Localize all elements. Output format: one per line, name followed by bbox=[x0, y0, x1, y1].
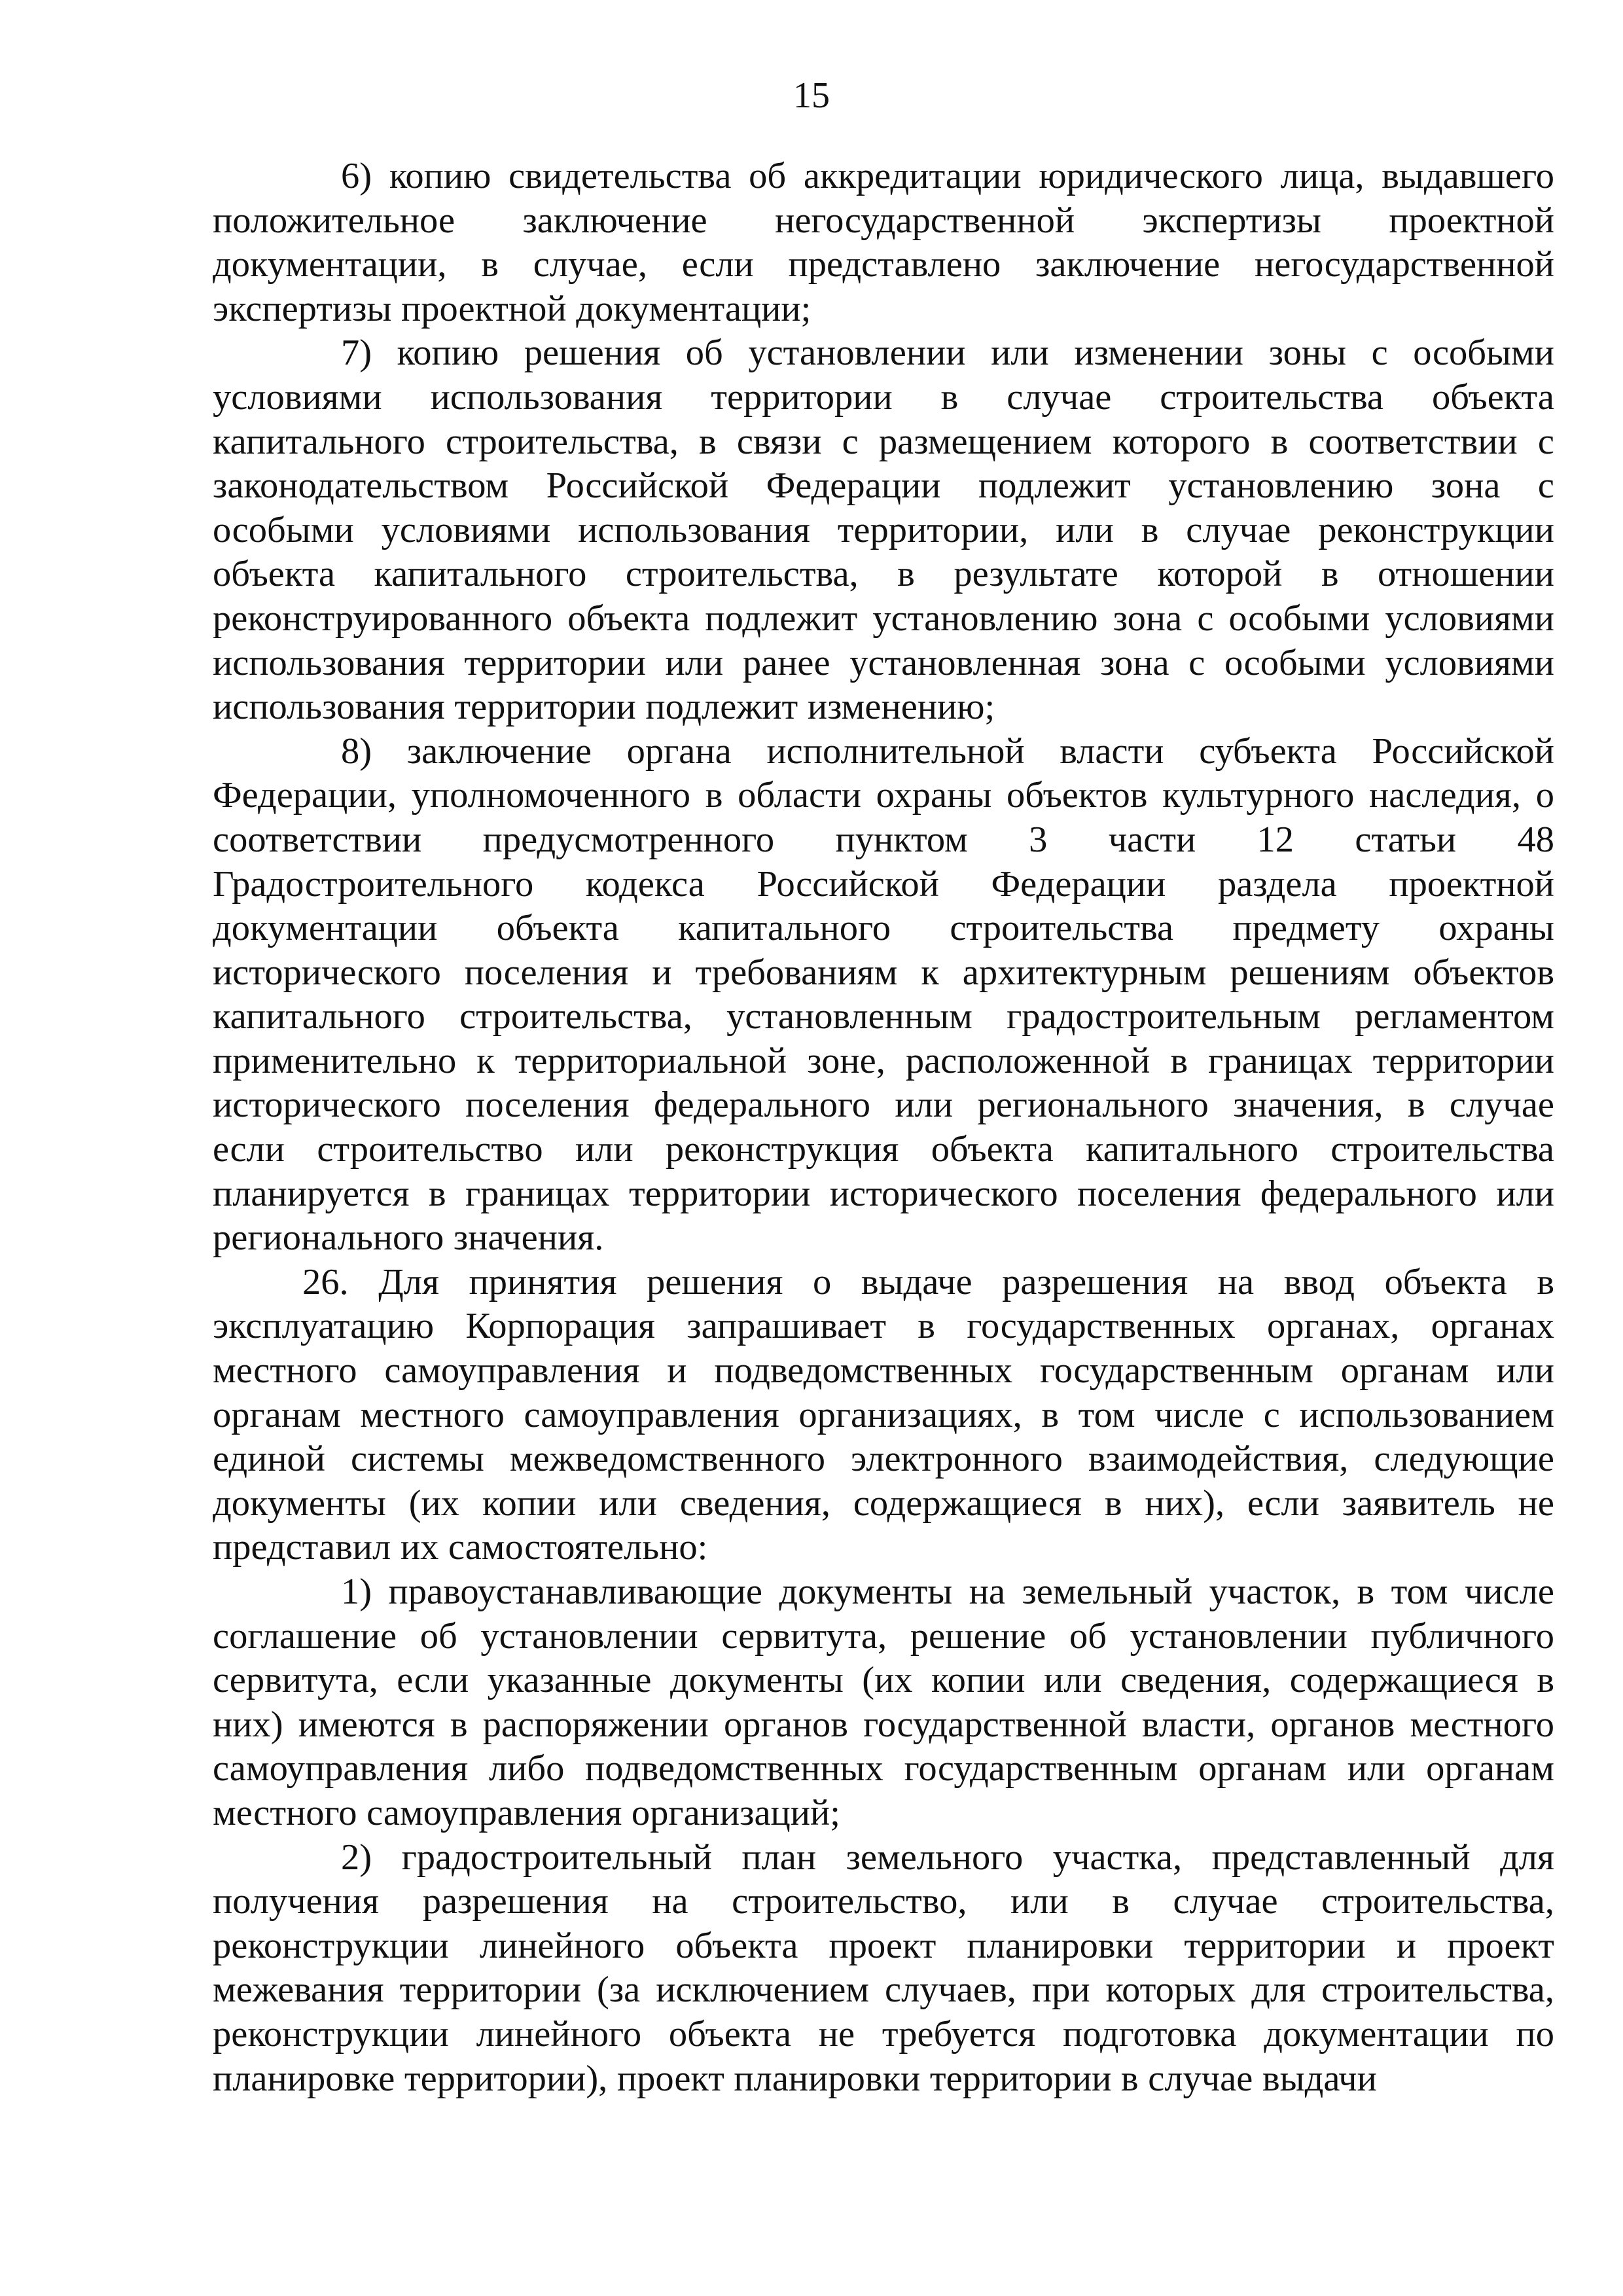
text-line: исторического поселения и требованиям к архитектурным решениям объектов bbox=[213, 952, 1554, 993]
text-line: межевания территории (за исключением случаев, при которых для строительства, bbox=[213, 1969, 1554, 2011]
text-line: Градостроительного кодекса Российской Федерации раздела проектной bbox=[213, 863, 1554, 905]
text-line: местного самоуправления и подведомственных государственным органам или bbox=[213, 1350, 1554, 1391]
text-line: документы (их копии или сведения, содержащиеся в них), если заявитель не bbox=[213, 1482, 1554, 1524]
text-line: 2) градостроительный план земельного участка, представленный для bbox=[341, 1837, 1554, 1878]
paragraph-p26_2 bbox=[213, 1836, 1554, 2102]
text-line: 26. Для принятия решения о выдаче разрешения на ввод объекта в bbox=[302, 1261, 1554, 1302]
text-line: объекта капитального строительства, в результате которой в отношении bbox=[213, 554, 1554, 595]
paragraph-p6 bbox=[213, 154, 1554, 331]
document-body bbox=[213, 154, 1554, 2101]
text-line: если строительство или реконструкция объекта капитального строительства bbox=[213, 1129, 1554, 1170]
text-line: регионального значения. bbox=[213, 1217, 604, 1259]
text-line: использования территории или ранее установленная зона с особыми условиями bbox=[213, 642, 1554, 683]
text-line: представил их самостоятельно: bbox=[213, 1527, 708, 1568]
paragraph-p7 bbox=[213, 331, 1554, 729]
text-line: них) имеются в распоряжении органов государственной власти, органов местного bbox=[213, 1704, 1554, 1745]
text-line: реконструированного объекта подлежит установлению зона с особыми условиями bbox=[213, 598, 1554, 639]
paragraph-p8 bbox=[213, 730, 1554, 1261]
paragraph-p26_1 bbox=[213, 1570, 1554, 1836]
text-line: положительное заключение негосударственной экспертизы проектной bbox=[213, 200, 1554, 241]
text-line: местного самоуправления организаций; bbox=[213, 1792, 840, 1833]
text-line: документации объекта капитального строительства предмету охраны bbox=[213, 908, 1554, 949]
text-line: капитального строительства, в связи с размещением которого в соответствии с bbox=[213, 421, 1554, 462]
text-line: применительно к территориальной зоне, расположенной в границах территории bbox=[213, 1040, 1554, 1081]
text-line: экспертизы проектной документации; bbox=[213, 288, 812, 329]
text-line: исторического поселения федерального или регионального значения, в случае bbox=[213, 1085, 1554, 1126]
paragraph-p26 bbox=[213, 1261, 1554, 1570]
text-line: получения разрешения на строительство, или в случае строительства, bbox=[213, 1881, 1554, 1922]
text-line: капитального строительства, установленным градостроительным регламентом bbox=[213, 996, 1554, 1037]
text-line: планируется в границах территории исторического поселения федерального или bbox=[213, 1173, 1554, 1214]
text-line: 6) копию свидетельства об аккредитации юридического лица, выдавшего bbox=[341, 156, 1554, 196]
text-line: планировке территории), проект планировки территории в случае выдачи bbox=[213, 2058, 1377, 2099]
text-line: использования территории подлежит изменению; bbox=[213, 687, 995, 728]
text-line: 7) копию решения об установлении или изменении зоны с особыми bbox=[341, 332, 1554, 374]
text-line: условиями использования территории в случае строительства объекта bbox=[213, 376, 1554, 418]
text-line: 1) правоустанавливающие документы на земельный участок, в том числе bbox=[341, 1571, 1554, 1612]
text-line: особыми условиями использования территории, или в случае реконструкции bbox=[213, 509, 1554, 550]
text-line: органам местного самоуправления организациях, в том числе с использованием bbox=[213, 1394, 1554, 1435]
text-line: соглашение об установлении сервитута, решение об установлении публичного bbox=[213, 1615, 1554, 1657]
text-line: документации, в случае, если представлено заключение негосударственной bbox=[213, 244, 1554, 285]
text-line: реконструкции линейного объекта проект планировки территории и проект bbox=[213, 1925, 1554, 1966]
text-line: сервитута, если указанные документы (их копии или сведения, содержащиеся в bbox=[213, 1660, 1554, 1701]
text-line: соответствии предусмотренного пунктом 3 части 12 статьи 48 bbox=[213, 819, 1554, 860]
text-line: 8) заключение органа исполнительной власти субъекта Российской bbox=[341, 730, 1554, 772]
page-number: 15 bbox=[793, 75, 830, 116]
text-line: реконструкции линейного объекта не требуется подготовка документации по bbox=[213, 2013, 1554, 2054]
text-line: законодательством Российской Федерации подлежит установлению зона с bbox=[213, 465, 1554, 507]
text-line: единой системы межведомственного электронного взаимодействия, следующие bbox=[213, 1439, 1554, 1480]
text-line: эксплуатацию Корпорация запрашивает в государственных органах, органах bbox=[213, 1306, 1554, 1347]
text-line: самоуправления либо подведомственных государственным органам или органам bbox=[213, 1748, 1554, 1789]
text-line: Федерации, уполномоченного в области охраны объектов культурного наследия, о bbox=[213, 775, 1554, 816]
